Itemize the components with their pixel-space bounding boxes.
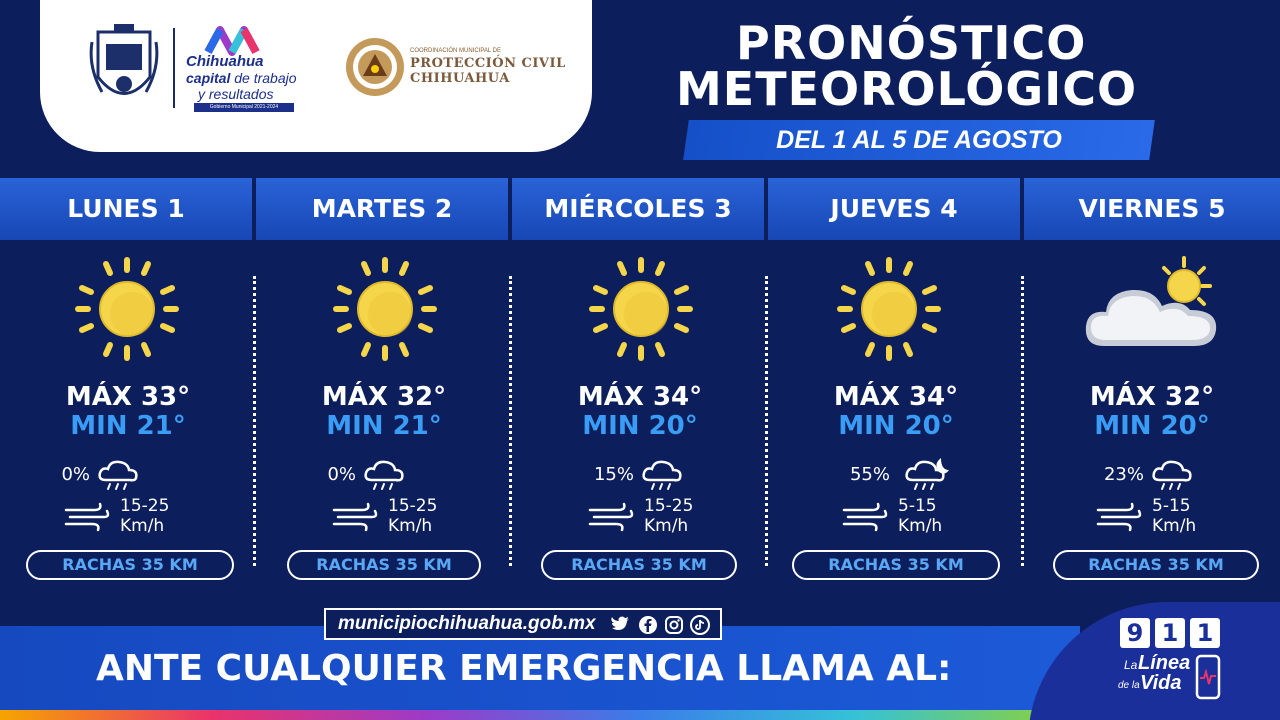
min-temp: MIN 21°	[326, 411, 442, 441]
gusts-badge: RACHAS 35 KM	[287, 550, 481, 580]
gusts-badge: RACHAS 35 KM	[792, 550, 1000, 580]
rain-cloud-moon-icon	[896, 458, 956, 494]
gusts-badge: RACHAS 35 KM	[541, 550, 737, 580]
max-temp: MÁX 34°	[577, 382, 703, 412]
wind-row	[1096, 496, 1236, 540]
day-column-4	[768, 240, 1024, 620]
rain-chance: 0%	[61, 464, 90, 485]
wind-speed: 15-25	[644, 496, 694, 516]
wind-unit: Km/h	[388, 516, 433, 536]
title-line2: METEOROLÓGICO	[676, 62, 1138, 116]
rain-cloud-icon	[640, 458, 686, 494]
max-temp: MÁX 34°	[833, 382, 959, 412]
linea-la: La	[1124, 658, 1138, 672]
min-temp: MIN 20°	[582, 411, 698, 441]
rain-chance: 23%	[1103, 464, 1144, 485]
wind-row	[332, 496, 472, 540]
max-temp: MÁX 32°	[1089, 382, 1215, 412]
min-temp: MIN 20°	[838, 411, 954, 441]
wind-icon	[842, 502, 888, 532]
linea-dela: de la	[1118, 680, 1140, 691]
wind-unit: Km/h	[898, 516, 943, 536]
emergency-digit: 1	[1155, 618, 1185, 648]
tiktok-icon[interactable]	[690, 615, 710, 635]
website-link[interactable]: municipiochihuahua.gob.mx	[338, 613, 596, 634]
url-box	[324, 608, 722, 640]
rain-row	[40, 458, 180, 494]
max-temp: MÁX 32°	[321, 382, 447, 412]
wind-speed: 5-15	[898, 496, 937, 516]
twitter-icon[interactable]	[610, 615, 630, 635]
partly-cloudy-icon	[1082, 254, 1222, 354]
rain-cloud-icon	[1150, 458, 1196, 494]
sun-icon	[834, 254, 944, 364]
wind-icon	[332, 502, 378, 532]
rain-row	[306, 458, 446, 494]
day-header-5: VIERNES 5	[1024, 178, 1280, 240]
phone-heartbeat-icon	[1194, 654, 1222, 700]
date-range: DEL 1 AL 5 DE AGOSTO	[776, 126, 1062, 154]
min-temp: MIN 20°	[1094, 411, 1210, 441]
title-line1: PRONÓSTICO	[736, 16, 1087, 70]
rain-row	[840, 458, 990, 494]
wind-speed: 15-25	[120, 496, 170, 516]
wind-unit: Km/h	[1152, 516, 1197, 536]
logo-card	[40, 0, 592, 152]
sun-icon	[330, 254, 440, 364]
day-header-2: MARTES 2	[256, 178, 508, 240]
rain-cloud-icon	[362, 458, 408, 494]
instagram-icon[interactable]	[664, 615, 684, 635]
linea-vida: Vida	[1140, 672, 1182, 694]
logo-divider	[173, 28, 175, 108]
min-temp: MIN 21°	[70, 411, 186, 441]
chihuahua-title: Chihuahua	[186, 53, 264, 70]
wind-icon	[1096, 502, 1142, 532]
max-temp: MÁX 33°	[65, 382, 191, 412]
day-header-4: JUEVES 4	[768, 178, 1020, 240]
day-header-3: MIÉRCOLES 3	[512, 178, 764, 240]
wind-icon	[588, 502, 634, 532]
sun-icon	[586, 254, 696, 364]
wind-speed: 15-25	[388, 496, 438, 516]
day-column-5	[1024, 240, 1280, 620]
day-column-1	[0, 240, 256, 620]
gusts-badge: RACHAS 35 KM	[1053, 550, 1259, 580]
emergency-text: ANTE CUALQUIER EMERGENCIA LLAMA AL:	[96, 648, 952, 689]
rain-cloud-icon	[96, 458, 142, 494]
rain-row	[584, 458, 724, 494]
facebook-icon[interactable]	[638, 615, 658, 635]
wind-icon	[64, 502, 110, 532]
chihuahua-band: Gobierno Municipal 2021-2024	[194, 103, 294, 112]
wind-row	[842, 496, 982, 540]
day-column-3	[512, 240, 768, 620]
wind-row	[64, 496, 204, 540]
wind-unit: Km/h	[120, 516, 165, 536]
rain-chance: 15%	[593, 464, 634, 485]
proteccion-civil-line1: PROTECCIÓN CIVIL	[410, 56, 566, 71]
chihuahua-subtitle-2: y resultados	[198, 86, 274, 102]
wind-speed: 5-15	[1152, 496, 1191, 516]
rain-chance: 0%	[327, 464, 356, 485]
proteccion-civil-line2: CHIHUAHUA	[410, 71, 510, 86]
wind-row	[588, 496, 728, 540]
day-column-2	[256, 240, 512, 620]
day-header-1: LUNES 1	[0, 178, 252, 240]
emergency-digit: 9	[1120, 618, 1150, 648]
emergency-digit: 1	[1190, 618, 1220, 648]
city-shield-icon	[88, 22, 160, 112]
sun-icon	[72, 254, 182, 364]
proteccion-civil-emblem-icon	[344, 36, 406, 98]
rain-chance: 55%	[849, 464, 890, 485]
linea-linea: Línea	[1138, 652, 1191, 674]
rain-row	[1094, 458, 1234, 494]
chihuahua-subtitle: capital de trabajo	[186, 70, 297, 86]
wind-unit: Km/h	[644, 516, 689, 536]
proteccion-civil-small: COORDINACIÓN MUNICIPAL DE	[410, 48, 502, 54]
gusts-badge: RACHAS 35 KM	[26, 550, 234, 580]
